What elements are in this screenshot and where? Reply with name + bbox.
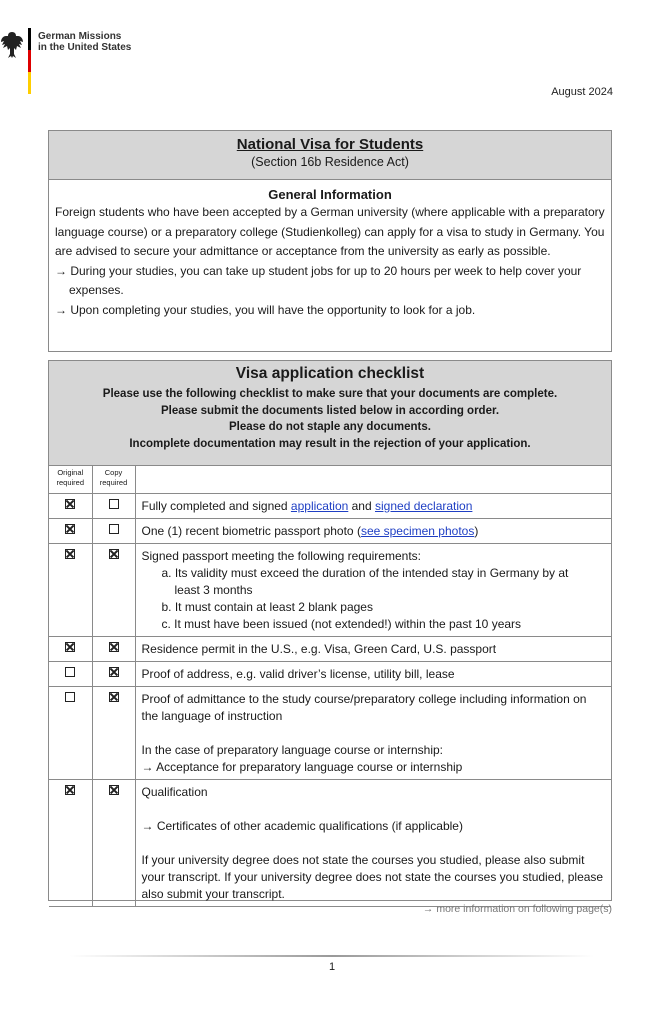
page-number: 1 <box>328 961 336 973</box>
original-checked-checkbox[interactable] <box>65 642 75 652</box>
requirement-b: b. It must contain at least 2 blank pages <box>161 599 373 614</box>
copy-checked-checkbox[interactable] <box>109 549 119 559</box>
table-row <box>49 518 611 543</box>
general-information-box <box>48 130 612 352</box>
german-flag-bar <box>28 28 31 94</box>
copy-unchecked-checkbox[interactable] <box>109 524 119 534</box>
footer-divider <box>70 955 594 957</box>
general-information-heading: General Information <box>268 187 392 202</box>
instruction-2: Please submit the documents listed below in according order. <box>160 404 500 417</box>
job-search-bullet: → Upon completing your studies, you will have the opportunity to look for a job. <box>55 302 476 317</box>
table-row <box>49 686 611 779</box>
document-header <box>135 466 611 493</box>
original-checked-checkbox[interactable] <box>65 549 75 559</box>
requirement-a-cont: least 3 months <box>174 582 253 597</box>
copy-checked-checkbox[interactable] <box>109 785 119 795</box>
federal-eagle-icon <box>0 30 24 60</box>
table-row <box>49 493 611 518</box>
general-information-text <box>49 203 611 320</box>
application-link[interactable]: application <box>290 498 349 513</box>
original-checked-checkbox[interactable] <box>65 785 75 795</box>
more-information-note: → more information on following page(s) <box>422 903 612 915</box>
instruction-3: Please do not staple any documents. <box>229 421 431 433</box>
mission-line-2: in the United States <box>38 42 132 53</box>
requirement-a: a. Its validity must exceed the duration of the intended stay in Germany by at <box>161 565 569 580</box>
original-unchecked-checkbox[interactable] <box>65 667 75 677</box>
copy-unchecked-checkbox[interactable] <box>109 499 119 509</box>
mission-line-1: German Missions <box>38 31 122 42</box>
instruction-1: Please use the following checklist to make sure that your documents are complete. <box>102 388 558 400</box>
proof-of-address-item: Proof of address, e.g. valid driver’s license, utility bill, lease <box>135 661 611 686</box>
table-row <box>49 543 611 636</box>
table-row <box>49 661 611 686</box>
requirement-c: c. It must have been issued (not extended!) within the past 10 years <box>161 616 522 631</box>
checklist-header-row <box>49 466 611 493</box>
document-title: National Visa for Students <box>236 136 424 153</box>
title-bar <box>49 131 611 180</box>
residence-permit-item: Residence permit in the U.S., e.g. Visa, Green Card, U.S. passport <box>135 636 611 661</box>
original-checked-checkbox[interactable] <box>65 524 75 534</box>
copy-checked-checkbox[interactable] <box>109 692 119 702</box>
mission-name <box>38 31 131 53</box>
passport-item: Signed passport meeting the following requirements: a. Its validity must exceed the duration of the intended stay in Germany by at least 3 months b. It must contain at least 2 blank pages c. It must have been issued (not extended!) within the past 10 years <box>135 543 611 636</box>
qualification-item: Qualification → Certificates of other academic qualifications (if applicable) If your university degree does not state the courses you studied, please also submit your transcript. If your university degree does not state the courses you studied, please also submit your transcript. <box>135 779 611 906</box>
original-unchecked-checkbox[interactable] <box>65 692 75 702</box>
intro-paragraph: Foreign students who have been accepted by a German university (where applicable with a preparatory language course) or a preparatory college (Studienkolleg) can apply for a visa to study in Germany. You are advised to secure your admittance or acceptance from the university as early as possible. <box>55 205 605 258</box>
table-row <box>49 636 611 661</box>
passport-photo-item: One (1) recent biometric passport photo (see specimen photos) <box>135 518 611 543</box>
signed-declaration-link[interactable]: signed declaration <box>375 498 473 513</box>
original-required-header: Original required <box>49 466 92 493</box>
document-date: August 2024 <box>551 86 613 98</box>
original-checked-checkbox[interactable] <box>65 499 75 509</box>
instruction-4: Incomplete documentation may result in the rejection of your application. <box>129 437 531 450</box>
visa-checklist-box <box>48 360 612 901</box>
application-item: Fully completed and signed application and signed declaration <box>135 493 611 518</box>
proof-of-admittance-item: Proof of admittance to the study course/preparatory college including information on the language of instruction In the case of preparatory language course or internship: → Acceptance for preparatory language course or internship <box>135 686 611 779</box>
checklist-title-bar <box>49 361 611 466</box>
checklist-table <box>49 466 611 907</box>
copy-required-header: Copy required <box>92 466 135 493</box>
table-row <box>49 779 611 906</box>
checklist-title: Visa application checklist <box>235 365 425 382</box>
document-subtitle: (Section 16b Residence Act) <box>251 155 409 169</box>
checklist-instructions <box>49 386 611 452</box>
copy-checked-checkbox[interactable] <box>109 642 119 652</box>
student-jobs-bullet: → During your studies, you can take up student jobs for up to 20 hours per week to help cover your expenses. <box>55 263 582 297</box>
copy-checked-checkbox[interactable] <box>109 667 119 677</box>
specimen-photos-link[interactable]: see specimen photos <box>360 523 475 538</box>
